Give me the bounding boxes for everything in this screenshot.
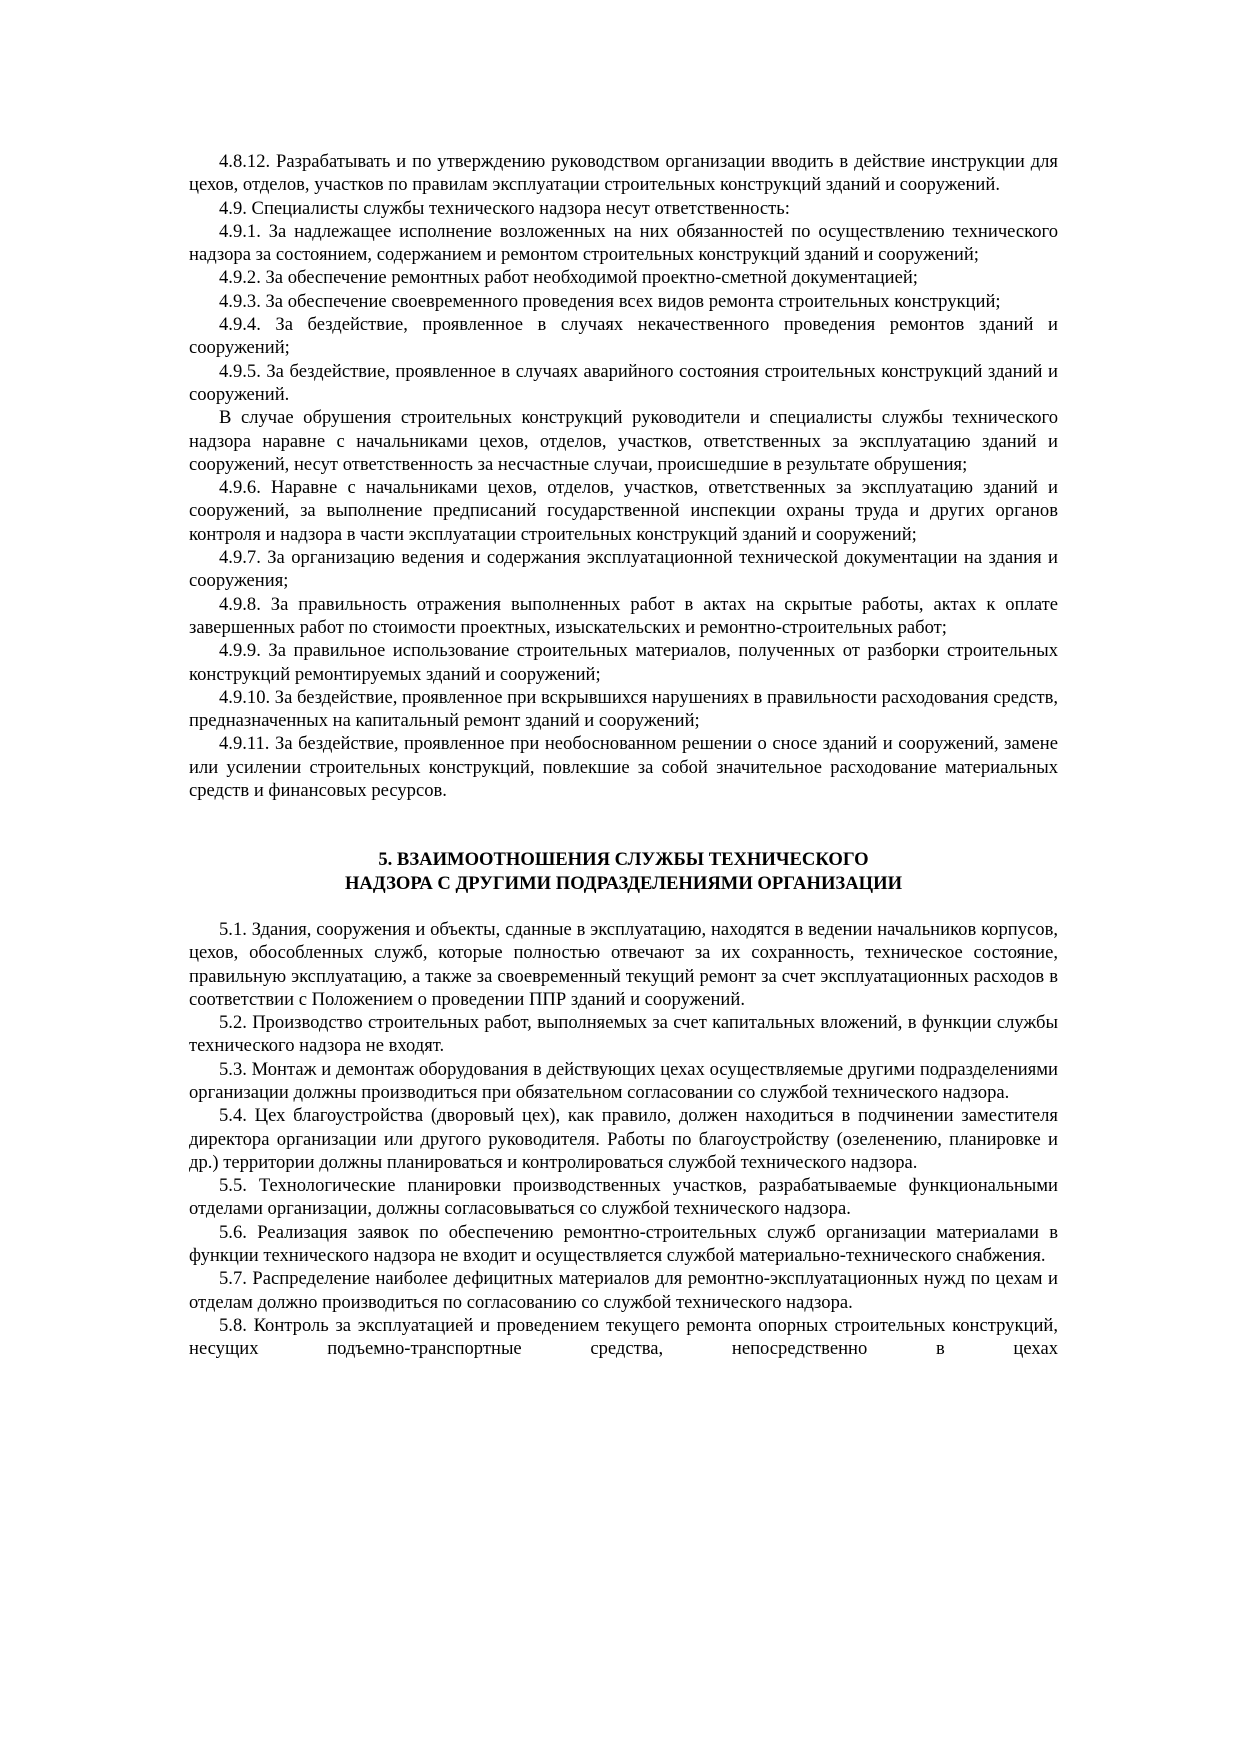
paragraph-4-9-3: 4.9.3. За обеспечение своевременного проведения всех видов ремонта строительных конструкций;	[219, 290, 1001, 312]
paragraph-collapse-responsibility: В случае обрушения строительных конструкций руководители и специалисты службы технического надзора наравне с начальниками цехов, отделов, участков, ответственных за эксплуатацию зданий и сооружений, несут ответственность за несчастные случаи, происшедшие в результате обрушения;	[189, 407, 1058, 475]
paragraph-4-9-10: 4.9.10. За бездействие, проявленное при вскрывшихся нарушениях в правильности расходования средств, предназначенных на капитальный ремонт зданий и сооружений;	[189, 686, 1059, 732]
paragraph-5-2: 5.2. Производство строительных работ, выполняемых за счет капитальных вложений, в функции службы технического надзора не входят.	[189, 1012, 1058, 1057]
paragraph-4-8-12: 4.8.12. Разрабатывать и по утверждению руководством организации вводить в действие инструкции для цехов, отделов, участков по правилам эксплуатации строительных конструкций зданий и сооружений.	[189, 151, 1058, 196]
paragraph-4-9-2: 4.9.2. За обеспечение ремонтных работ необходимой проектно-сметной документацией;	[219, 267, 918, 289]
paragraph-4-9-6: 4.9.6. Наравне с начальниками цехов, отделов, участков, ответственных за эксплуатацию зданий и сооружений, за выполнение предписаний государственной инспекции охраны труда и других органов контроля и надзора в части эксплуатации строительных конструкций зданий и сооружений;	[189, 477, 1058, 545]
paragraph-4-9-9: 4.9.9. За правильное использование строительных материалов, полученных от разборки строительных конструкций ремонтируемых зданий и сооружений;	[189, 640, 1058, 685]
paragraph-5-7: 5.7. Распределение наиболее дефицитных материалов для ремонтно-эксплуатационных нужд по цехам и отделам должно производиться по согласованию со службой технического надзора.	[189, 1268, 1058, 1313]
paragraph-4-9-11: 4.9.11. За бездействие, проявленное при необоснованном решении о сносе зданий и сооружений, замене или усилении строительных конструкций, повлекшие за собой значительное расходование материальных средств и финансовых ресурсов.	[189, 733, 1058, 802]
section-5-body	[189, 918, 1058, 1361]
section-5-heading-line-2: НАДЗОРА С ДРУГИМИ ПОДРАЗДЕЛЕНИЯМИ ОРГАНИЗАЦИИ	[344, 872, 903, 894]
paragraph-5-6: 5.6. Реализация заявок по обеспечению ремонтно-строительных служб организации материалами в функции технического надзора не входит и осуществляется службой материально-технического снабжения.	[189, 1221, 1058, 1267]
paragraph-5-4: 5.4. Цех благоустройства (дворовый цех), как правило, должен находиться в подчинении заместителя директора организации или другого руководителя. Работы по благоустройству (озеленению, планировке и др.) территории должны планироваться и контролироваться службой технического надзора.	[189, 1105, 1058, 1173]
paragraph-4-9-1: 4.9.1. За надлежащее исполнение возложенных на них обязанностей по осуществлению технического надзора за состоянием, содержанием и ремонтом строительных конструкций зданий и сооружений;	[189, 220, 1058, 266]
section-5-heading-line-1: 5. ВЗАИМООТНОШЕНИЯ СЛУЖБЫ ТЕХНИЧЕСКОГО	[378, 849, 869, 871]
paragraph-4-9-7: 4.9.7. За организацию ведения и содержания эксплуатационной технической документации на здания и сооружения;	[189, 547, 1058, 592]
paragraph-4-9-8: 4.9.8. За правильность отражения выполненных работ в актах на скрытые работы, актах к оплате завершенных работ по стоимости проектных, изыскательских и ремонтно-строительных работ;	[189, 593, 1058, 638]
paragraph-5-5: 5.5. Технологические планировки производственных участков, разрабатываемые функциональными отделами организации, должны согласовываться со службой технического надзора.	[189, 1175, 1058, 1220]
document-page	[189, 150, 1058, 1361]
section-4-body	[189, 150, 1058, 802]
section-5-heading	[189, 848, 1058, 895]
section-spacer	[189, 802, 1058, 848]
paragraph-4-9-4: 4.9.4. За бездействие, проявленное в случаях некачественного проведения ремонтов зданий и сооружений;	[189, 314, 1058, 359]
paragraph-5-8: 5.8. Контроль за эксплуатацией и проведением текущего ремонта опорных строительных конструкций, несущих подъемно-транспортные средства, непосредственно в цехах	[189, 1314, 1058, 1360]
paragraph-4-9-5: 4.9.5. За бездействие, проявленное в случаях аварийного состояния строительных конструкций зданий и сооружений.	[189, 360, 1058, 405]
paragraph-5-3: 5.3. Монтаж и демонтаж оборудования в действующих цехах осуществляемые другими подразделениями организации должны производиться при обязательном согласовании со службой технического надзора.	[189, 1058, 1058, 1103]
heading-spacer	[189, 895, 1058, 918]
paragraph-5-1: 5.1. Здания, сооружения и объекты, сданные в эксплуатацию, находятся в ведении начальников корпусов, цехов, обособленных служб, которые полностью отвечают за их сохранность, техническое состояние, правильную эксплуатацию, а также за своевременный текущий ремонт за счет эксплуатационных расходов в соответствии с Положением о проведении ППР зданий и сооружений.	[189, 918, 1058, 1010]
paragraph-4-9: 4.9. Специалисты службы технического надзора несут ответственность:	[219, 197, 790, 219]
